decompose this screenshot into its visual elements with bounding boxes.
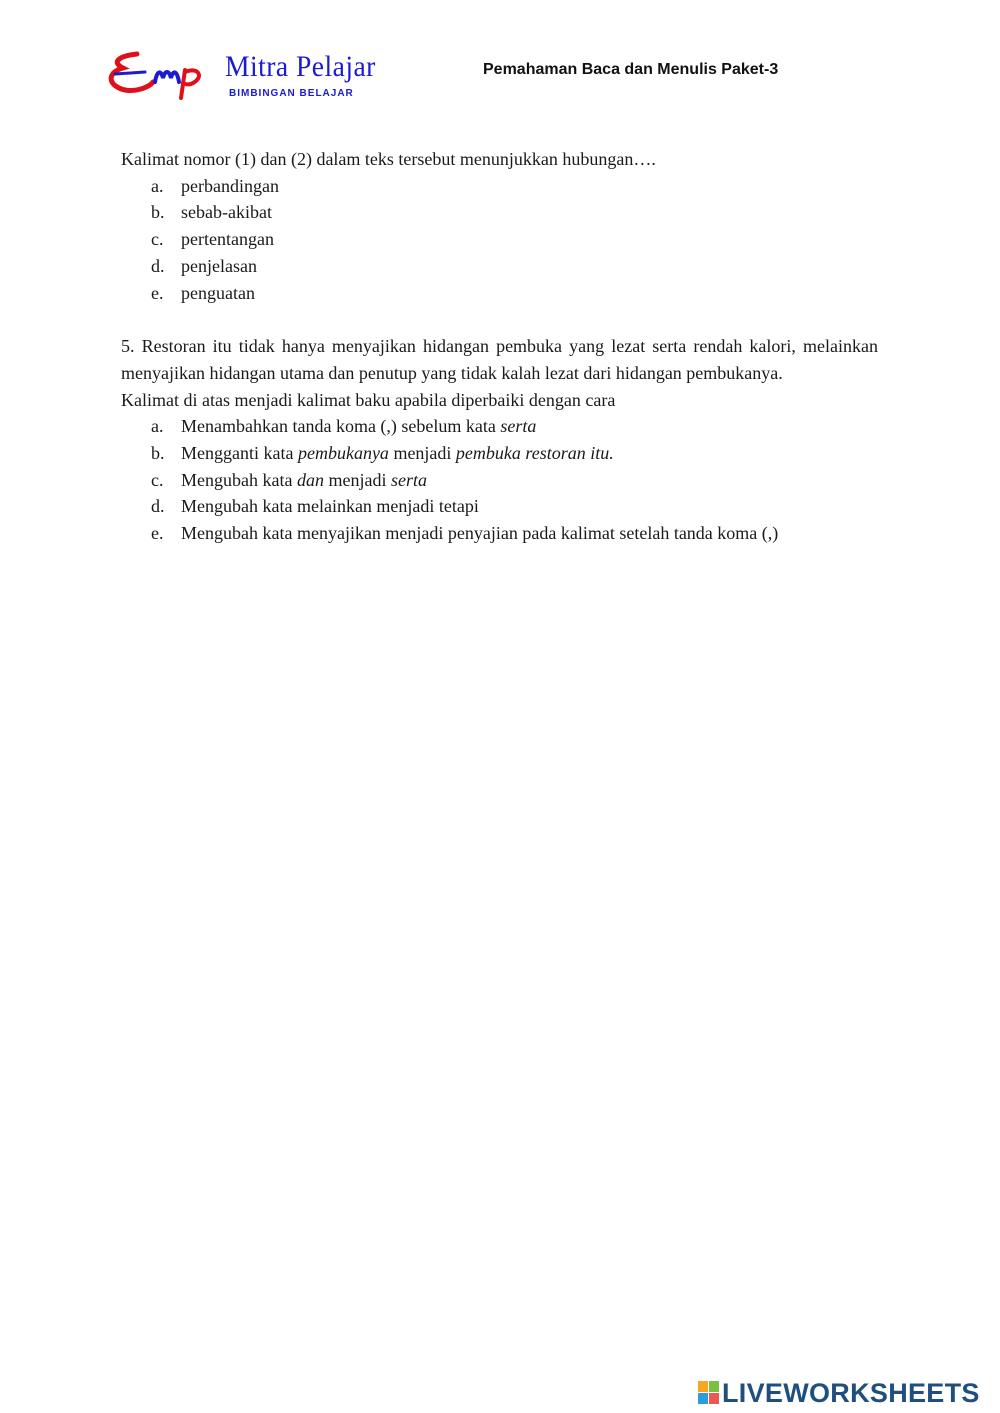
answer-options [121, 413, 878, 547]
option-letter: b. [151, 443, 165, 464]
option-text: Mengubah kata [181, 469, 297, 490]
option-letter: d. [151, 496, 165, 517]
option-text: Menambahkan tanda koma (,) sebelum kata [181, 416, 501, 437]
question-4 [121, 146, 878, 306]
question-5 [121, 333, 878, 547]
question-stem: Kalimat di atas menjadi kalimat baku apabila diperbaiki dengan cara [121, 389, 616, 410]
option-letter: a. [151, 416, 164, 437]
option-text-italic: dan [296, 469, 324, 490]
answer-option-d[interactable] [121, 253, 878, 280]
answer-option-c[interactable] [121, 226, 878, 253]
liveworksheets-watermark[interactable] [698, 1378, 998, 1408]
document-title: Pemahaman Baca dan Menulis Paket-3 [483, 61, 779, 78]
watermark-text: LIVEWORKSHEETS [722, 1378, 980, 1408]
option-letter: c. [151, 229, 164, 250]
option-text-italic: pembukanya [297, 443, 389, 464]
option-text: menjadi [388, 443, 456, 464]
emp-logo-mark-icon [105, 48, 225, 106]
page-header [0, 0, 1000, 120]
option-text: perbandingan [181, 175, 279, 196]
answer-option-e[interactable] [121, 280, 878, 307]
option-text: pertentangan [181, 229, 274, 250]
option-letter: a. [151, 175, 164, 196]
question-paragraph: 5. Restoran itu tidak hanya menyajikan hidangan pembuka yang lezat serta rendah kalori, melainkan menyajikan hidangan utama dan penutup yang tidak kalah lezat dari hidangan pembukanya. [121, 336, 878, 383]
answer-option-b[interactable] [121, 440, 878, 467]
answer-option-e[interactable] [121, 520, 878, 547]
answer-option-c[interactable] [121, 467, 878, 494]
answer-option-b[interactable] [121, 199, 878, 226]
option-text: Mengubah kata melainkan menjadi tetapi [181, 496, 479, 517]
option-text: penguatan [181, 282, 255, 303]
option-letter: c. [151, 469, 164, 490]
brand-logo [105, 48, 395, 106]
brand-name: Mitra Pelajar [225, 50, 376, 83]
option-letter: d. [151, 255, 165, 276]
answer-option-a[interactable] [121, 173, 878, 200]
option-text: penjelasan [181, 255, 257, 276]
option-text-italic: serta [390, 469, 427, 490]
option-letter: b. [151, 202, 165, 223]
option-text: menjadi [323, 469, 391, 490]
option-text: sebab-akibat [181, 202, 272, 223]
option-text-italic: serta [500, 416, 537, 437]
option-text: Mengganti kata [181, 443, 298, 464]
option-text: Mengubah kata menyajikan menjadi penyajian pada kalimat setelah tanda koma (,) [181, 523, 779, 544]
worksheet-content [121, 146, 878, 547]
answer-options [121, 173, 878, 307]
brand-tagline: BIMBINGAN BELAJAR [229, 88, 354, 99]
question-stem: Kalimat nomor (1) dan (2) dalam teks tersebut menunjukkan hubungan…. [121, 149, 656, 169]
answer-option-a[interactable] [121, 413, 878, 440]
option-text-italic: pembuka restoran itu. [455, 443, 614, 464]
answer-option-d[interactable] [121, 493, 878, 520]
liveworksheets-logo-icon [698, 1381, 720, 1405]
option-letter: e. [151, 523, 164, 544]
option-letter: e. [151, 282, 164, 303]
